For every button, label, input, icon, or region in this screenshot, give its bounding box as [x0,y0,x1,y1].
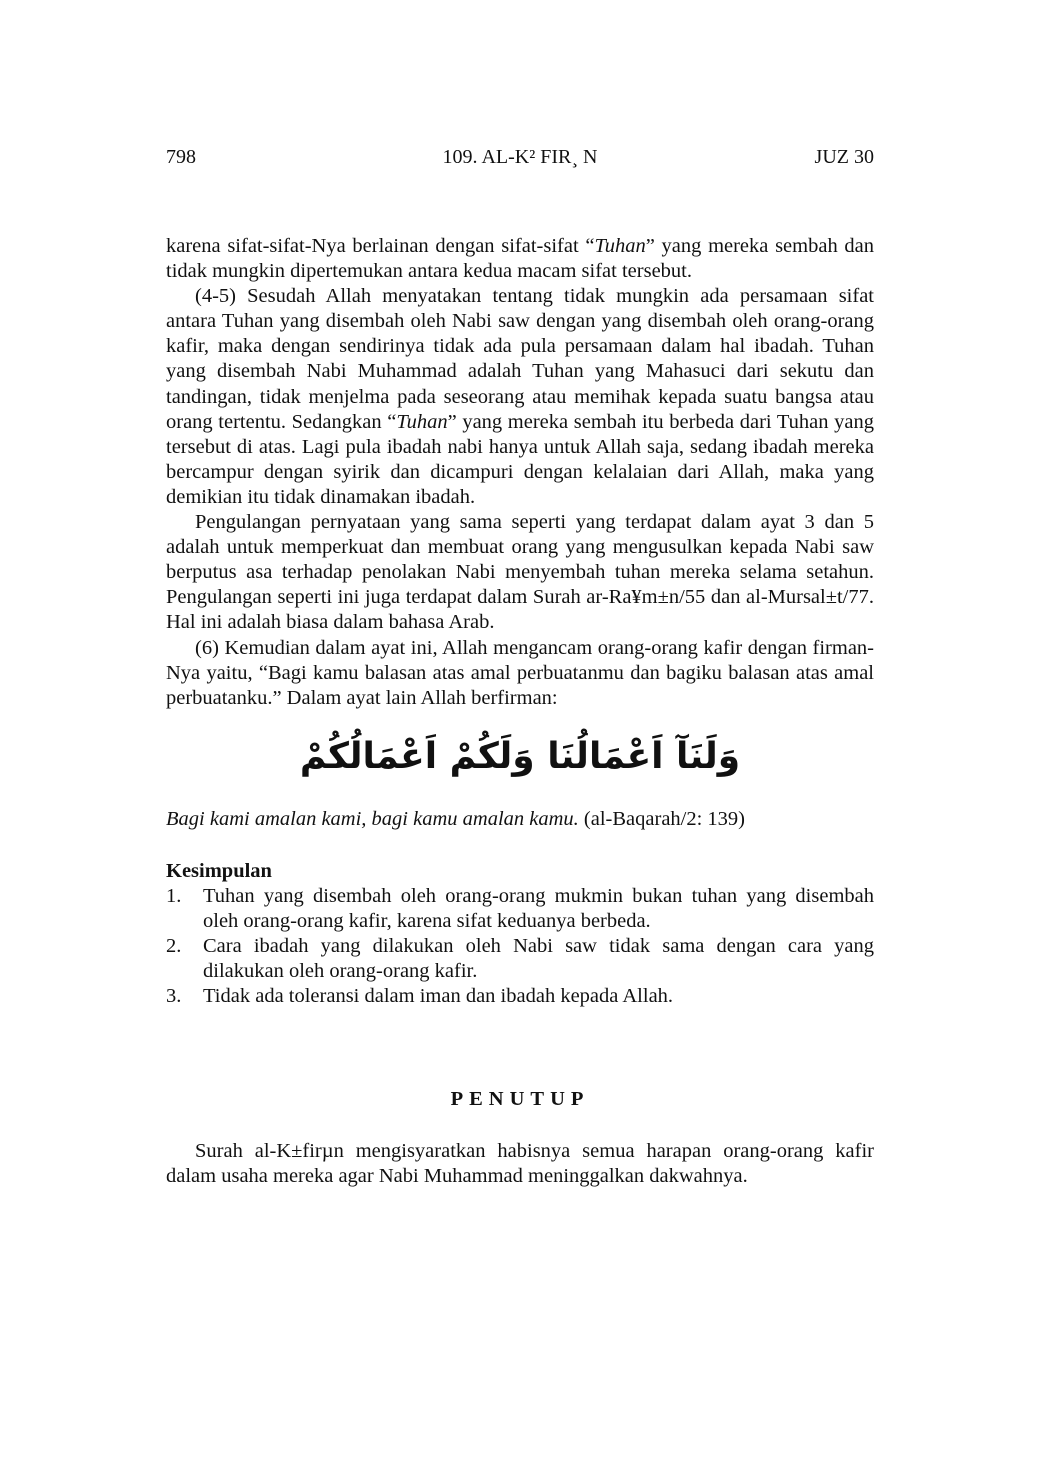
conclusion-list [166,884,874,1009]
conclusion-heading: Kesimpulan [166,859,272,882]
list-item: 3. Tidak ada toleransi dalam iman dan ibadah kepada Allah. [166,985,674,1008]
closing-heading: PENUTUP [450,1088,590,1111]
page-header [166,146,874,174]
paragraph-continuation: karena sifat-sifat-Nya berlainan dengan sifat-sifat “Tuhan” yang mereka sembah dan tidak mungkin dipertemukan antara kedua macam sifat tersebut. [166,235,874,283]
list-item: 2. Cara ibadah yang dilakukan oleh Nabi saw tidak sama dengan cara yang dilakukan oleh orang-orang kafir. [166,935,874,983]
arabic-verse: وَلَنَآ اَعْمَالُنَا وَلَكُمْ اَعْمَالُكُمْ [299,735,741,777]
verse-reference: (al-Baqarah/2: 139) [583,807,746,830]
page-number: 798 [166,146,196,168]
closing-paragraph: Surah al-K±firµn mengisyaratkan habisnya semua harapan orang-orang kafir dalam usaha mereka agar Nabi Muhammad meninggalkan dakwahnya. [166,1139,874,1187]
paragraph-verse-4-5: (4-5) Sesudah Allah menyatakan tentang tidak mungkin ada persamaan sifat antara Tuhan yang disembah oleh Nabi saw dengan yang disembah oleh orang-orang kafir, maka dengan sendirinya tidak ada pula persamaan dalam hal ibadah. Tuhan yang disembah Nabi Muhammad adalah Tuhan yang Mahasuci dari sekutu dan tandingan, tidak menjelma pada seseorang atau memihak kepada suatu bangsa atau orang tertentu. Sedangkan “Tuhan” yang mereka sembah itu berbeda dari Tuhan yang tersebut di atas. Lagi pula ibadah nabi hanya untuk Allah saja, sedang ibadah mereka bercampur dengan syirik dan dicampuri dengan kelalaian dari Allah, maka yang demikian itu tidak dinamakan ibadah. [166,285,874,508]
body-text [166,234,874,1189]
juz-label: JUZ 30 [814,146,874,168]
translation-text: Bagi kami amalan kami, bagi kamu amalan kamu. [166,807,579,830]
paragraph-verse-6: (6) Kemudian dalam ayat ini, Allah mengancam orang-orang kafir dengan firman-Nya yaitu, “Bagi kamu balasan atas amal perbuatanmu dan bagiku balasan atas amal perbuatanku.” Dalam ayat lain Allah berfirman: [166,636,874,709]
verse-translation [166,807,874,832]
list-item: 1. Tuhan yang disembah oleh orang-orang mukmin bukan tuhan yang disembah oleh orang-orang kafir, karena sifat keduanya berbeda. [166,884,874,933]
paragraph-repetition: Pengulangan pernyataan yang sama seperti yang terdapat dalam ayat 3 dan 5 adalah untuk memperkuat dan membuat orang yang mengusulkan kepada Nabi saw berputus asa terhadap penolakan Nabi menyembah tuhan mereka selama setahun. Pengulangan seperti ini juga terdapat dalam Surah ar-Ra¥m±n/55 dan al-Mursal±t/77. Hal ini adalah biasa dalam bahasa Arab. [166,511,874,634]
chapter-title: 109. AL-K² FIR¸ N [442,146,598,168]
